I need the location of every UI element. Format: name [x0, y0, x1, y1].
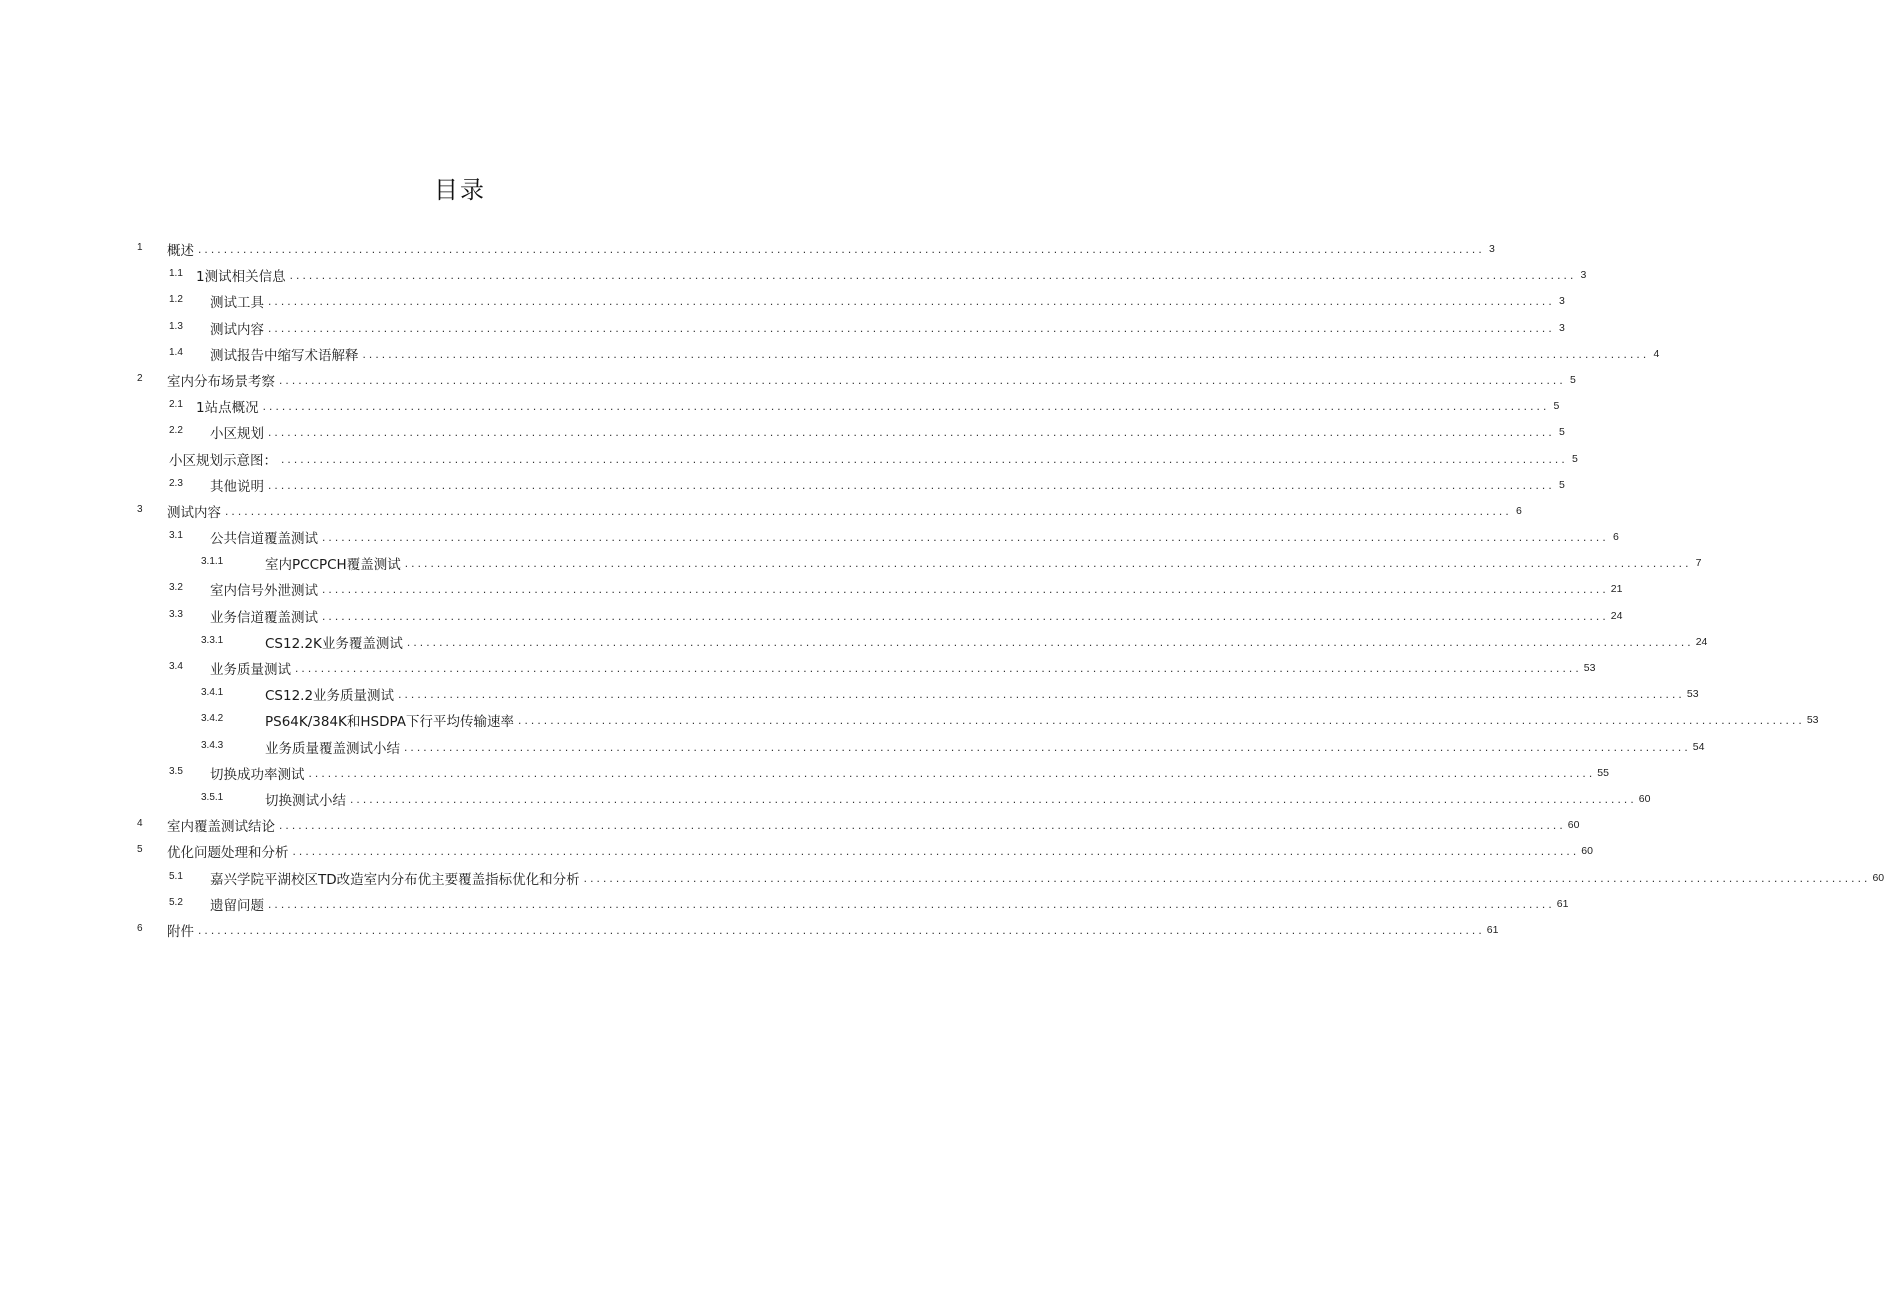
toc-entry-title: 室内分布场景考察 — [167, 373, 275, 390]
toc-entry-number: 2.3 — [169, 477, 183, 489]
toc-entry-title: 室内信号外泄测试 — [210, 583, 318, 600]
toc-dot-leader: ........................................................................................................................................................................................................ — [362, 346, 1650, 361]
toc-entry-page: 61 — [1556, 897, 1569, 910]
toc-entry-page: 3 — [1558, 321, 1565, 334]
toc-entry[interactable] — [0, 498, 1522, 524]
toc-entry-number: 1 — [137, 242, 143, 253]
toc-entry[interactable] — [0, 236, 1495, 262]
toc-entry-title: 1测试相关信息 — [196, 269, 286, 286]
toc-entry[interactable] — [0, 812, 1580, 838]
toc-entry-title: 附件 — [167, 923, 194, 940]
toc-entry-title: 测试内容 — [167, 504, 221, 521]
toc-entry-number: 1.3 — [169, 320, 183, 332]
toc-entry-page: 3 — [1558, 295, 1565, 308]
toc-entry[interactable] — [0, 472, 1565, 498]
toc-entry-page: 5 — [1553, 400, 1560, 413]
toc-entry[interactable] — [0, 707, 1819, 733]
toc-entry-title: PS64K/384K和HSDPA下行平均传输速率 — [265, 714, 515, 731]
toc-entry[interactable] — [0, 367, 1576, 393]
toc-entry-page: 53 — [1806, 714, 1819, 727]
toc-entry-title: 业务质量覆盖测试小结 — [265, 740, 400, 757]
toc-entry-page: 24 — [1610, 609, 1623, 622]
toc-dot-leader: ........................................................................................................................................................................................................ — [322, 608, 1609, 623]
toc-dot-leader: ........................................................................................................................................................................................................ — [322, 530, 1609, 545]
toc-entry-page: 55 — [1597, 766, 1609, 779]
toc-entry[interactable] — [0, 917, 1499, 943]
toc-entry-page: 60 — [1567, 819, 1580, 832]
toc-dot-leader: ........................................................................................................................................................................................................ — [404, 556, 1692, 571]
toc-dot-leader: ........................................................................................................................................................................................................ — [350, 791, 1637, 806]
toc-entry-page: 21 — [1610, 583, 1623, 596]
toc-entry[interactable] — [0, 315, 1565, 341]
toc-dot-leader: ........................................................................................................................................................................................................ — [268, 425, 1555, 440]
toc-entry-title: 嘉兴学院平湖校区TD改造室内分布优主要覆盖指标优化和分析 — [210, 871, 580, 888]
toc-entry[interactable] — [0, 681, 1699, 707]
toc-entry-title: 测试工具 — [210, 295, 264, 312]
toc-entry[interactable] — [0, 262, 1587, 288]
toc-dot-leader: ........................................................................................................................................................................................................ — [295, 661, 1582, 675]
toc-entry-page: 53 — [1583, 662, 1596, 674]
toc-entry-number: 3.3.1 — [201, 634, 224, 646]
toc-entry-number: 3.1.1 — [201, 556, 224, 568]
toc-entry-number: 3.5.1 — [201, 791, 224, 803]
toc-dot-leader: ........................................................................................................................................................................................................ — [279, 818, 1566, 833]
toc-entry-page: 5 — [1558, 478, 1565, 491]
toc-entry-number: 5.2 — [169, 896, 183, 908]
toc-entry-title: 业务质量测试 — [210, 662, 291, 678]
toc-entry-title: 优化问题处理和分析 — [167, 845, 289, 862]
toc-entry-page: 5 — [1571, 452, 1578, 465]
toc-dot-leader: ........................................................................................................................................................................................................ — [198, 922, 1485, 937]
toc-dot-leader: ........................................................................................................................................................................................................ — [268, 294, 1555, 309]
toc-entry-page: 7 — [1695, 557, 1702, 570]
toc-entry-page: 54 — [1692, 740, 1705, 753]
toc-entry[interactable] — [0, 550, 1702, 576]
toc-entry-page: 61 — [1486, 923, 1499, 936]
toc-entry[interactable] — [0, 419, 1565, 445]
toc-entry-page: 5 — [1569, 373, 1576, 386]
toc-entry[interactable] — [0, 865, 1884, 891]
toc-entry-title: 概述 — [167, 243, 194, 259]
toc-entry-number: 3.1 — [169, 530, 183, 542]
toc-entry-number: 6 — [137, 922, 143, 934]
toc-dot-leader: ........................................................................................................................................................................................................ — [279, 372, 1566, 387]
toc-dot-leader: ........................................................................................................................................................................................................ — [268, 320, 1555, 335]
toc-entry-title: 室内PCCPCH覆盖测试 — [265, 557, 401, 574]
toc-entry-number: 2.2 — [169, 425, 183, 437]
toc-entry-title: 1站点概况 — [196, 400, 259, 417]
toc-entry-number: 5.1 — [169, 870, 183, 882]
toc-entry[interactable] — [0, 734, 1705, 760]
toc-entry-title: 测试报告中缩写术语解释 — [210, 347, 359, 364]
toc-dot-leader: ........................................................................................................................................................................................................ — [225, 503, 1512, 518]
toc-entry-title: 其他说明 — [210, 478, 264, 495]
toc-entry[interactable] — [0, 629, 1708, 655]
toc-entry-page: 4 — [1653, 347, 1660, 360]
toc-entry-page: 53 — [1686, 688, 1699, 701]
toc-entry-title: 室内覆盖测试结论 — [167, 819, 275, 836]
toc-entry-number: 2 — [137, 372, 143, 384]
toc-entry[interactable] — [0, 393, 1560, 419]
toc-entry[interactable] — [0, 576, 1623, 602]
toc-dot-leader: ........................................................................................................................................................................................................ — [404, 739, 1691, 754]
toc-dot-leader: ........................................................................................................................................................................................................ — [292, 844, 1580, 859]
toc-entry[interactable] — [0, 603, 1623, 629]
toc-dot-leader: ........................................................................................................................................................................................................ — [198, 242, 1485, 256]
toc-entry-page: 3 — [1488, 243, 1495, 255]
toc-entry-page: 24 — [1695, 635, 1708, 648]
toc-entry-page: 3 — [1580, 269, 1587, 282]
toc-entry-number: 3.2 — [169, 582, 183, 594]
toc-entry-title: 小区规划示意图： — [169, 452, 277, 469]
toc-entry[interactable] — [0, 524, 1619, 550]
toc-entry-number: 3.4.1 — [201, 687, 224, 699]
toc-entry-number: 3.4 — [169, 661, 183, 672]
toc-entry-title: 公共信道覆盖测试 — [210, 531, 318, 548]
toc-entry-number: 3 — [137, 503, 143, 515]
toc-entry-title: 业务信道覆盖测试 — [210, 609, 318, 626]
toc-entry-number: 4 — [137, 818, 143, 830]
toc-entry-number: 1.1 — [169, 268, 183, 280]
toc-entry-number: 5 — [137, 844, 143, 856]
toc-entry[interactable] — [0, 341, 1660, 367]
toc-entry-number: 3.5 — [169, 765, 183, 777]
toc-dot-leader: ........................................................................................................................................................................................................ — [518, 713, 1805, 728]
toc-entry-number: 3.3 — [169, 608, 183, 620]
toc-entry-title: 遗留问题 — [210, 897, 264, 914]
toc-entry-number: 3.4.3 — [201, 739, 224, 751]
table-of-contents — [0, 236, 1884, 943]
toc-entry-page: 60 — [1638, 792, 1651, 805]
toc-entry-number: 3.4.2 — [201, 713, 224, 725]
toc-dot-leader: ........................................................................................................................................................................................................ — [308, 765, 1596, 780]
toc-entry-page: 6 — [1515, 504, 1522, 517]
toc-dot-leader: ........................................................................................................................................................................................................ — [268, 896, 1555, 911]
page-title: 目录 — [434, 176, 486, 204]
toc-entry-number: 1.2 — [169, 294, 183, 306]
toc-entry-page: 5 — [1558, 426, 1565, 439]
toc-entry-page: 60 — [1872, 871, 1884, 884]
toc-entry-title: 切换测试小结 — [265, 792, 346, 809]
toc-entry[interactable] — [0, 446, 1578, 472]
toc-entry[interactable] — [0, 786, 1651, 812]
toc-dot-leader: ........................................................................................................................................................................................................ — [322, 582, 1609, 597]
toc-entry[interactable] — [0, 288, 1565, 314]
toc-entry[interactable] — [0, 838, 1593, 864]
toc-entry-title: CS12.2K业务覆盖测试 — [265, 635, 403, 652]
toc-entry-number: 1.4 — [169, 346, 183, 358]
toc-entry-page: 6 — [1612, 531, 1619, 544]
toc-dot-leader: ........................................................................................................................................................................................................ — [262, 399, 1550, 414]
toc-dot-leader: ........................................................................................................................................................................................................ — [583, 870, 1871, 885]
toc-entry[interactable] — [0, 760, 1609, 786]
toc-dot-leader: ........................................................................................................................................................................................................ — [289, 268, 1577, 283]
toc-entry-page: 60 — [1581, 845, 1593, 858]
toc-dot-leader: ........................................................................................................................................................................................................ — [406, 634, 1694, 649]
toc-entry-number: 2.1 — [169, 399, 183, 411]
toc-entry[interactable] — [0, 891, 1569, 917]
toc-dot-leader: ........................................................................................................................................................................................................ — [268, 477, 1555, 492]
toc-dot-leader: ........................................................................................................................................................................................................ — [281, 451, 1568, 466]
toc-entry-title: 测试内容 — [210, 321, 264, 338]
toc-dot-leader: ........................................................................................................................................................................................................ — [398, 687, 1685, 702]
toc-entry-title: 小区规划 — [210, 426, 264, 443]
toc-entry[interactable] — [0, 655, 1596, 681]
toc-entry-title: CS12.2业务质量测试 — [265, 688, 395, 705]
toc-entry-title: 切换成功率测试 — [210, 766, 305, 783]
